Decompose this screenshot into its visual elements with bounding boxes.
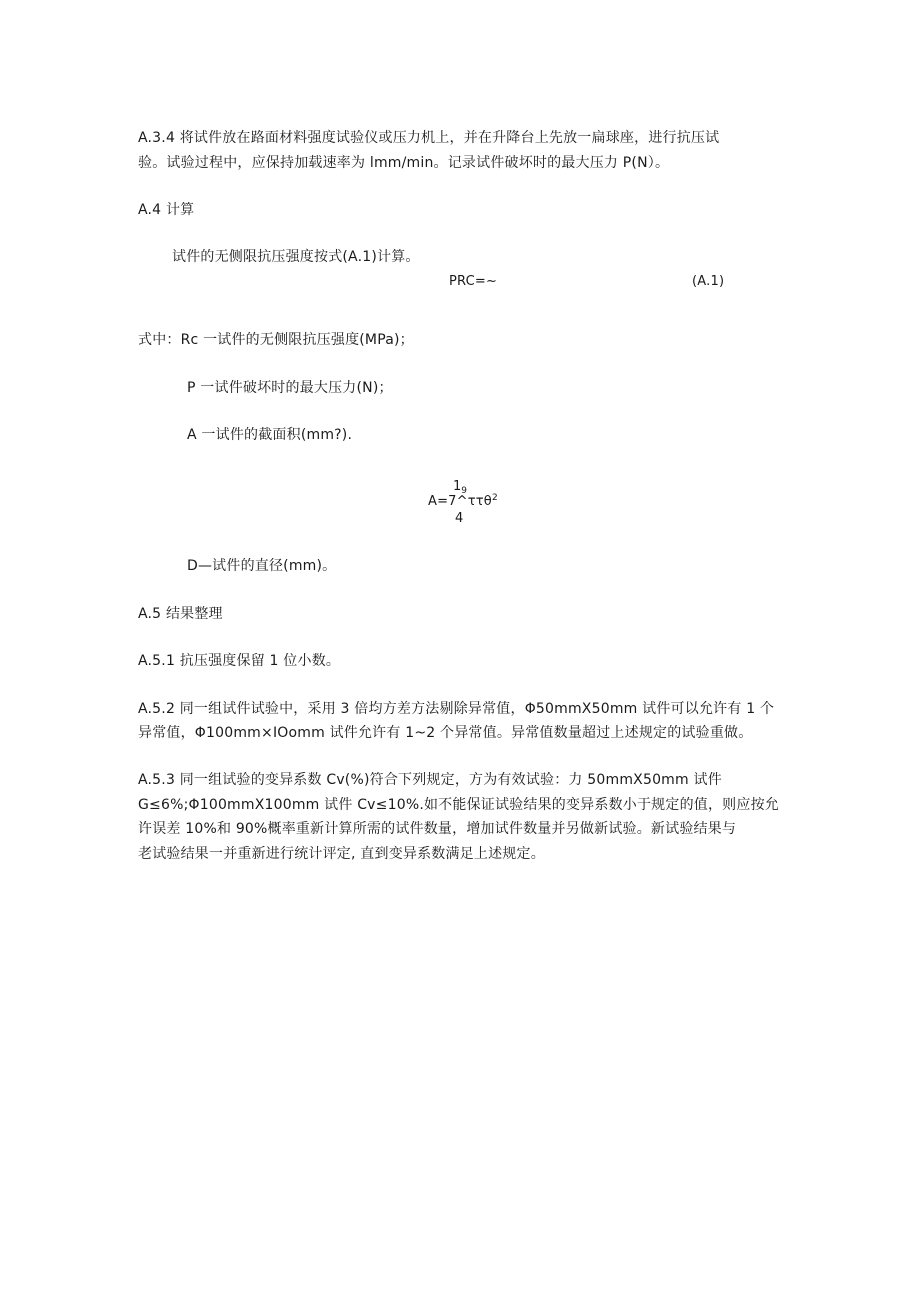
a51-text: A.5.1 抗压强度保留 1 位小数。 — [138, 653, 341, 669]
a52-line-1: A.5.2 同一组试件试验中，采用 3 倍均方差方法剔除异常值，Φ50mmX50mm 试件可以允许有 1 个 — [138, 701, 775, 717]
where-rc: 式中：Rc 一试件的无侧限抗压强度(MPa)； — [138, 332, 414, 348]
a4-intro: 试件的无侧限抗压强度按式(A.1)计算。 — [172, 249, 420, 265]
where-a: A 一试件的截面积(mm?). — [187, 427, 353, 443]
where-d: D—试件的直径(mm)。 — [187, 558, 337, 574]
formula-a2-bottom: 4 — [455, 511, 464, 526]
formula-a2-top-sub: 9 — [461, 486, 468, 496]
a53-line-2: G≤6%;Φ100mmX100mm 试件 Cv≤10%.如不能保证试验结果的变异系数小于规定的值，则应按允 — [138, 797, 779, 813]
formula-a2-main-sup: 2 — [491, 493, 498, 503]
a53-line-4: 老试验结果一并重新进行统计评定, 直到变异系数满足上述规定。 — [138, 846, 545, 862]
a52-line-2: 异常值，Φ100mm×IOomm 试件允许有 1~2 个异常值。异常值数量超过上述规定的试验重做。 — [138, 725, 753, 741]
formula-a2-main-text: A=7^ττθ — [428, 494, 492, 509]
formula-a2-top-value: 1 — [453, 479, 462, 494]
a34-line-2: 验。试验过程中，应保持加载速率为 lmm/min。记录试件破坏时的最大压力 P(N）。 — [138, 155, 670, 171]
a53-line-3: 许误差 10%和 90%概率重新计算所需的试件数量，增加试件数量并另做新试验。新试验结果与 — [138, 821, 737, 837]
a5-heading: A.5 结果整理 — [138, 606, 223, 622]
formula-a1-number: (A.1) — [692, 274, 725, 289]
a53-line-1: A.5.3 同一组试验的变异系数 Cv(%)符合下列规定，方为有效试验：力 50mmX50mm 试件 — [138, 772, 722, 788]
a34-line-1: A.3.4 将试件放在路面材料强度试验仪或压力机上，并在升降台上先放一扁球座，进行抗压试 — [138, 130, 720, 146]
formula-a1: PRC=~ — [449, 274, 498, 289]
where-p: P 一试件破坏时的最大压力(N)； — [187, 380, 393, 396]
a4-heading: A.4 计算 — [138, 202, 195, 218]
